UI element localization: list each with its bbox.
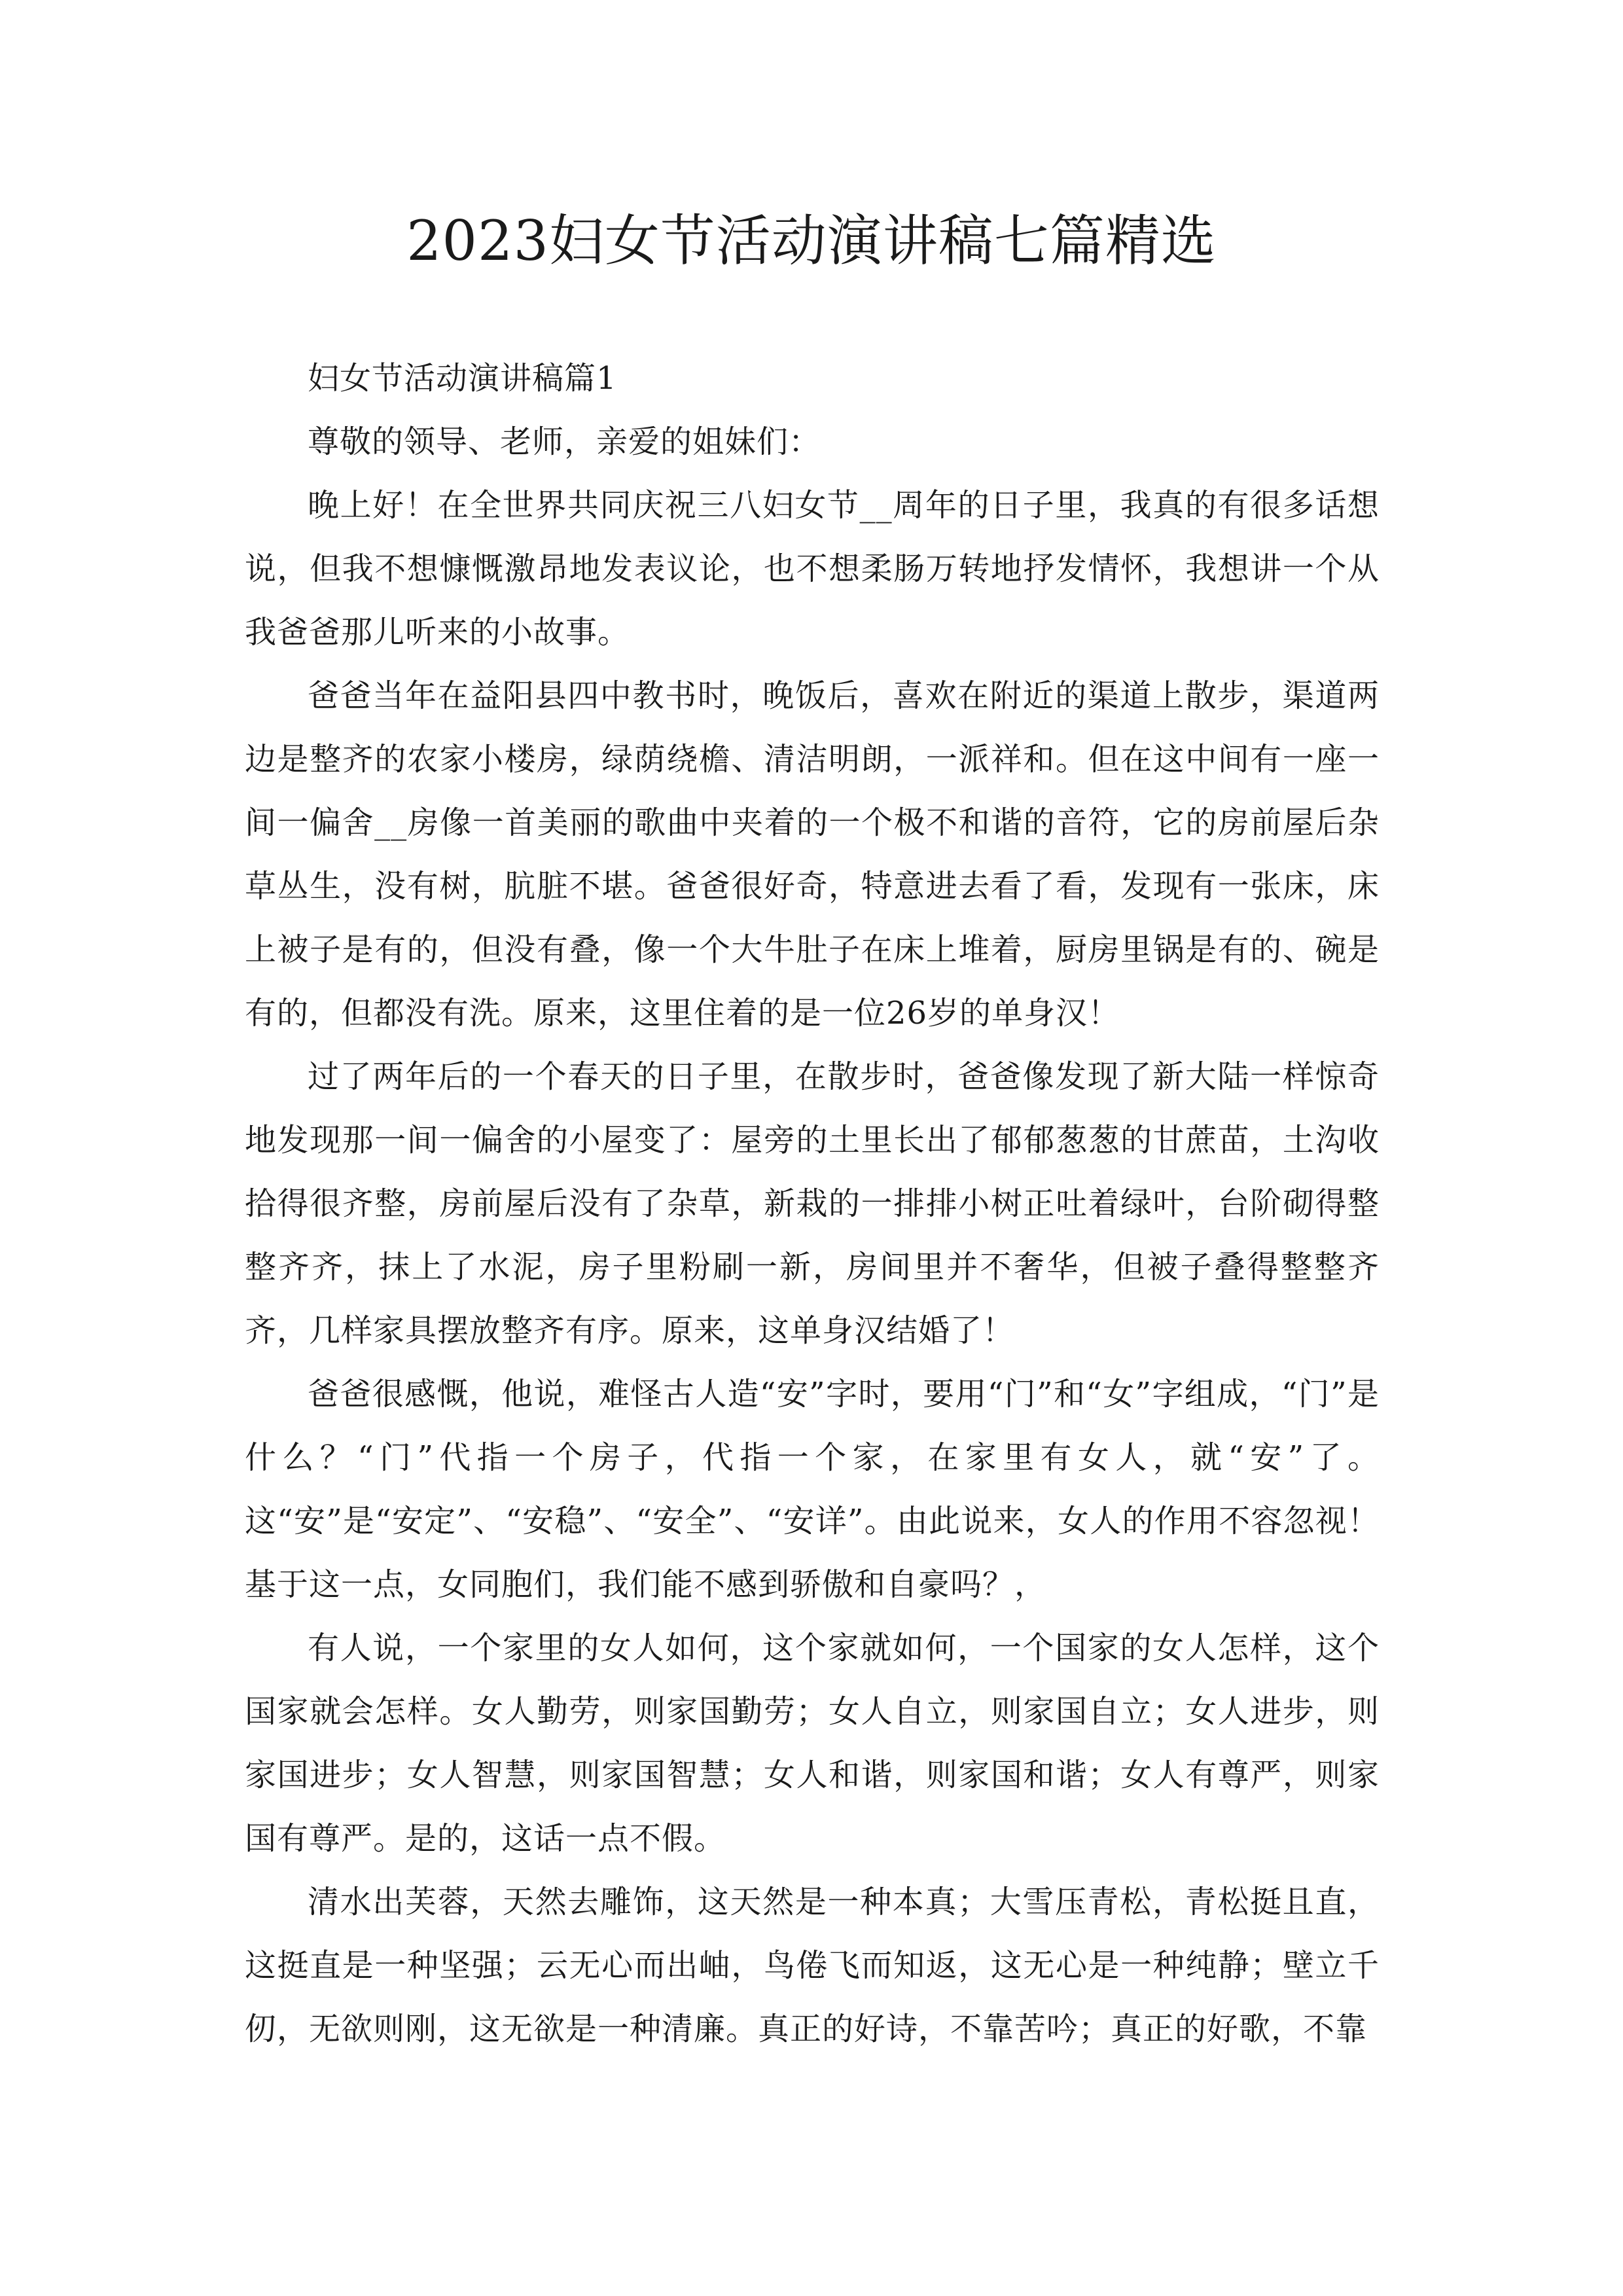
paragraph: 爸爸当年在益阳县四中教书时，晚饭后，喜欢在附近的渠道上散步，渠道两边是整齐的农家小楼房，绿荫绕檐、清洁明朗，一派祥和。但在这中间有一座一间一偏舍__房像一首美丽的歌曲中夹着的一个极不和谐的音符，它的房前屋后杂草丛生，没有树，肮脏不堪。爸爸很好奇，特意进去看了看，发现有一张床，床上被子是有的，但没有叠，像一个大牛肚子在床上堆着，厨房里锅是有的、碗是有的，但都没有洗。原来，这里住着的是一位26岁的单身汉！: [245, 677, 1380, 1031]
paragraph: 过了两年后的一个春天的日子里，在散步时，爸爸像发现了新大陆一样惊奇地发现那一间一偏舍的小屋变了：屋旁的土里长出了郁郁葱葱的甘蔗苗，土沟收拾得很齐整，房前屋后没有了杂草，新栽的一排排小树正吐着绿叶，台阶砌得整整齐齐，抹上了水泥，房子里粉刷一新，房间里并不奢华，但被子叠得整整齐齐，几样家具摆放整齐有序。原来，这单身汉结婚了！: [245, 1058, 1380, 1349]
paragraph: 清水出芙蓉，天然去雕饰，这天然是一种本真；大雪压青松，青松挺且直，这挺直是一种坚强；云无心而出岫，鸟倦飞而知返，这无心是一种纯静；壁立千仞，无欲则刚，这无欲是一种清廉。真正的好诗，不靠苦吟；真正的好歌，不靠: [245, 1884, 1380, 2047]
paragraph: 爸爸很感慨，他说，难怪古人造“安”字时，要用“门”和“女”字组成，“门”是什么？“门”代指一个房子，代指一个家，在家里有女人，就“安”了。这“安”是“安定”、“安稳”、“安全”、“安详”。由此说来，女人的作用不容忽视！基于这一点，女同胞们，我们能不感到骄傲和自豪吗？，: [245, 1376, 1380, 1603]
paragraph: 有人说，一个家里的女人如何，这个家就如何，一个国家的女人怎样，这个国家就会怎样。女人勤劳，则家国勤劳；女人自立，则家国自立；女人进步，则家国进步；女人智慧，则家国智慧；女人和谐，则家国和谐；女人有尊严，则家国有尊严。是的，这话一点不假。: [245, 1630, 1380, 1857]
document-body: [245, 347, 1380, 2061]
paragraph: 晚上好！在全世界共同庆祝三八妇女节__周年的日子里，我真的有很多话想说，但我不想慷慨激昂地发表议论，也不想柔肠万转地抒发情怀，我想讲一个从我爸爸那儿听来的小故事。: [245, 487, 1380, 651]
document-title: 2023妇女节活动演讲稿七篇精选: [406, 209, 1217, 273]
paragraph-salutation: 尊敬的领导、老师，亲爱的姐妹们：: [308, 423, 821, 460]
paragraph-section-heading: 妇女节活动演讲稿篇1: [308, 360, 617, 397]
